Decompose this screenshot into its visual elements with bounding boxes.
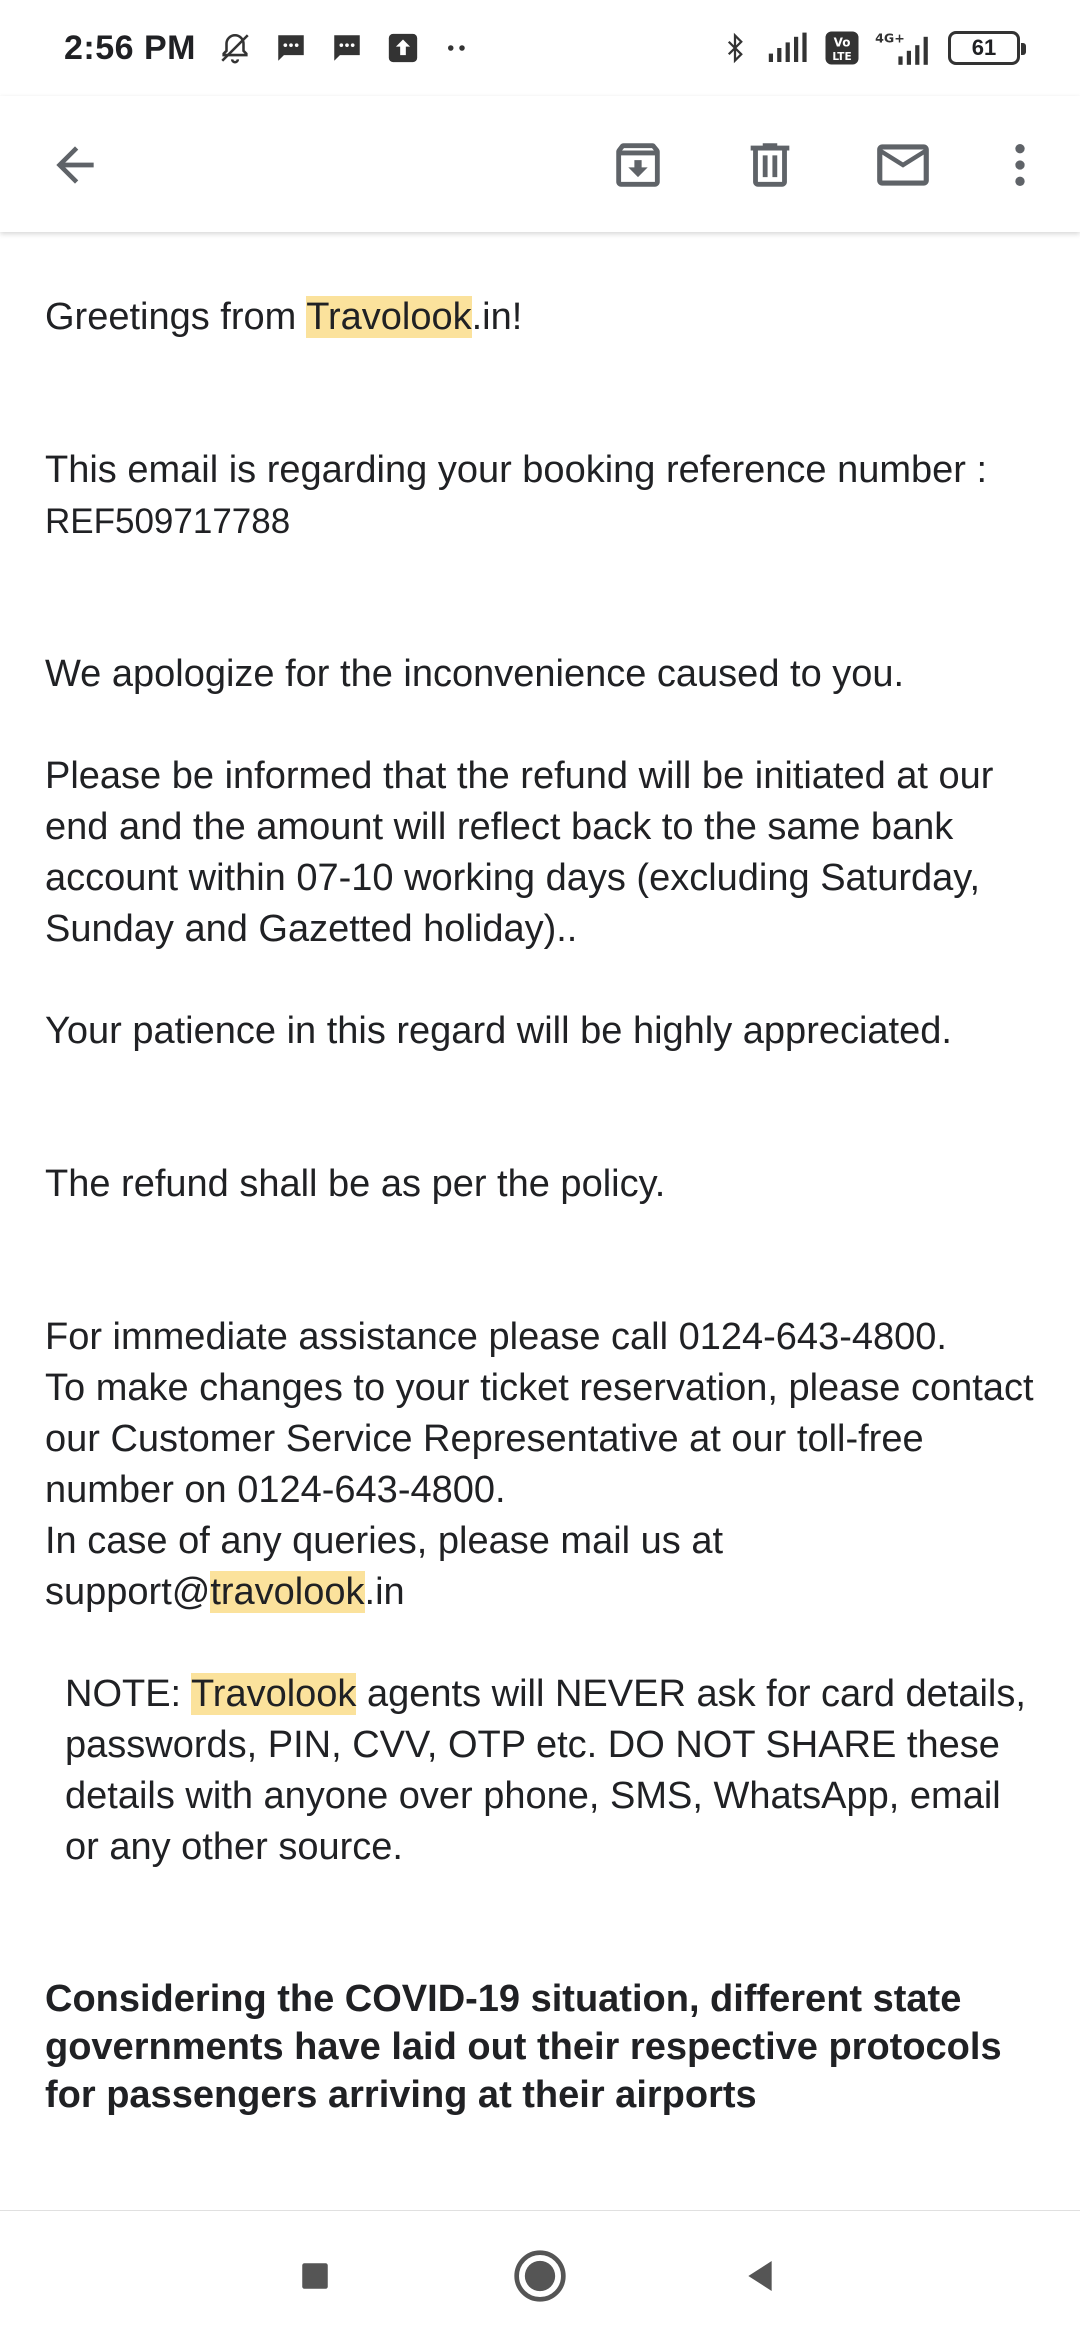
patience-text: Your patience in this regard will be highly appreciated. xyxy=(45,1010,952,1052)
mute-bell-icon xyxy=(218,31,252,65)
trash-icon xyxy=(741,136,799,194)
nav-back-button[interactable] xyxy=(725,2241,795,2311)
network-label: 4G+ xyxy=(875,30,905,46)
message-icon xyxy=(274,31,308,65)
battery-icon xyxy=(948,31,1020,65)
delete-button[interactable] xyxy=(735,130,805,200)
svg-text:LTE: LTE xyxy=(832,51,852,63)
mark-unread-button[interactable] xyxy=(868,130,938,200)
more-dots-icon xyxy=(442,33,472,63)
email-content xyxy=(45,190,1045,2119)
square-recents-icon xyxy=(298,2259,332,2293)
email-body[interactable] xyxy=(0,232,1080,2210)
archive-icon xyxy=(609,136,667,194)
status-time: 2:56 PM xyxy=(64,28,196,67)
support-email-link[interactable]: travolook xyxy=(210,1571,365,1613)
highlight-brand: Travolook xyxy=(191,1673,357,1715)
signal-icon xyxy=(766,31,808,65)
svg-text:Vo: Vo xyxy=(833,35,851,50)
bluetooth-icon xyxy=(720,30,750,66)
circle-home-icon xyxy=(512,2248,568,2304)
covid-notice: Considering the COVID-19 situation, different state governments have laid out their respective protocols for passengers arriving at their airports xyxy=(45,1978,1002,2116)
highlight-brand: Travolook xyxy=(306,296,472,338)
volte-icon xyxy=(824,30,860,66)
assistance-text: For immediate assistance please call 0124-643-4800. xyxy=(45,1316,947,1358)
apology-text: We apologize for the inconvenience caused to you. xyxy=(45,653,905,695)
queries-text: In case of any queries, please mail us at support@travolook.in xyxy=(45,1520,724,1613)
more-vertical-icon xyxy=(992,137,1048,193)
recents-button[interactable] xyxy=(280,2241,350,2311)
security-note: NOTE: Travolook agents will NEVER ask for card details, passwords, PIN, CVV, OTP etc. DO NOT SHARE these details with anyone over phone, SMS, WhatsApp, email or any other source. xyxy=(65,1673,1026,1868)
status-left xyxy=(64,29,472,68)
policy-text: The refund shall be as per the policy. xyxy=(45,1163,666,1205)
system-nav-bar xyxy=(0,2210,1080,2340)
triangle-back-icon xyxy=(740,2256,780,2296)
arrow-back-icon xyxy=(47,137,103,193)
4g-signal-icon xyxy=(876,28,932,68)
booking-ref-number: REF509717788 xyxy=(45,502,291,541)
status-bar xyxy=(0,0,1080,96)
upload-icon xyxy=(386,31,420,65)
refund-info-text: Please be informed that the refund will be initiated at our end and the amount will reflect back to the same bank account within 07-10 working days (excluding Saturday, Sunday and Gazetted holiday).. xyxy=(45,755,994,950)
booking-reference: This email is regarding your booking reference number : REF509717788 xyxy=(45,449,988,541)
battery-level: 61 xyxy=(971,35,997,60)
archive-button[interactable] xyxy=(603,130,673,200)
status-right xyxy=(720,28,1020,68)
email-toolbar xyxy=(0,96,1080,232)
home-button[interactable] xyxy=(505,2241,575,2311)
message-icon xyxy=(330,31,364,65)
mail-icon xyxy=(872,134,934,196)
greeting: Greetings from Travolook.in! xyxy=(45,296,523,338)
back-button[interactable] xyxy=(40,130,110,200)
changes-text: To make changes to your ticket reservation, please contact our Customer Service Representative at our toll-free number on 0124-643-4800. xyxy=(45,1367,1034,1511)
more-options-button[interactable] xyxy=(985,130,1055,200)
